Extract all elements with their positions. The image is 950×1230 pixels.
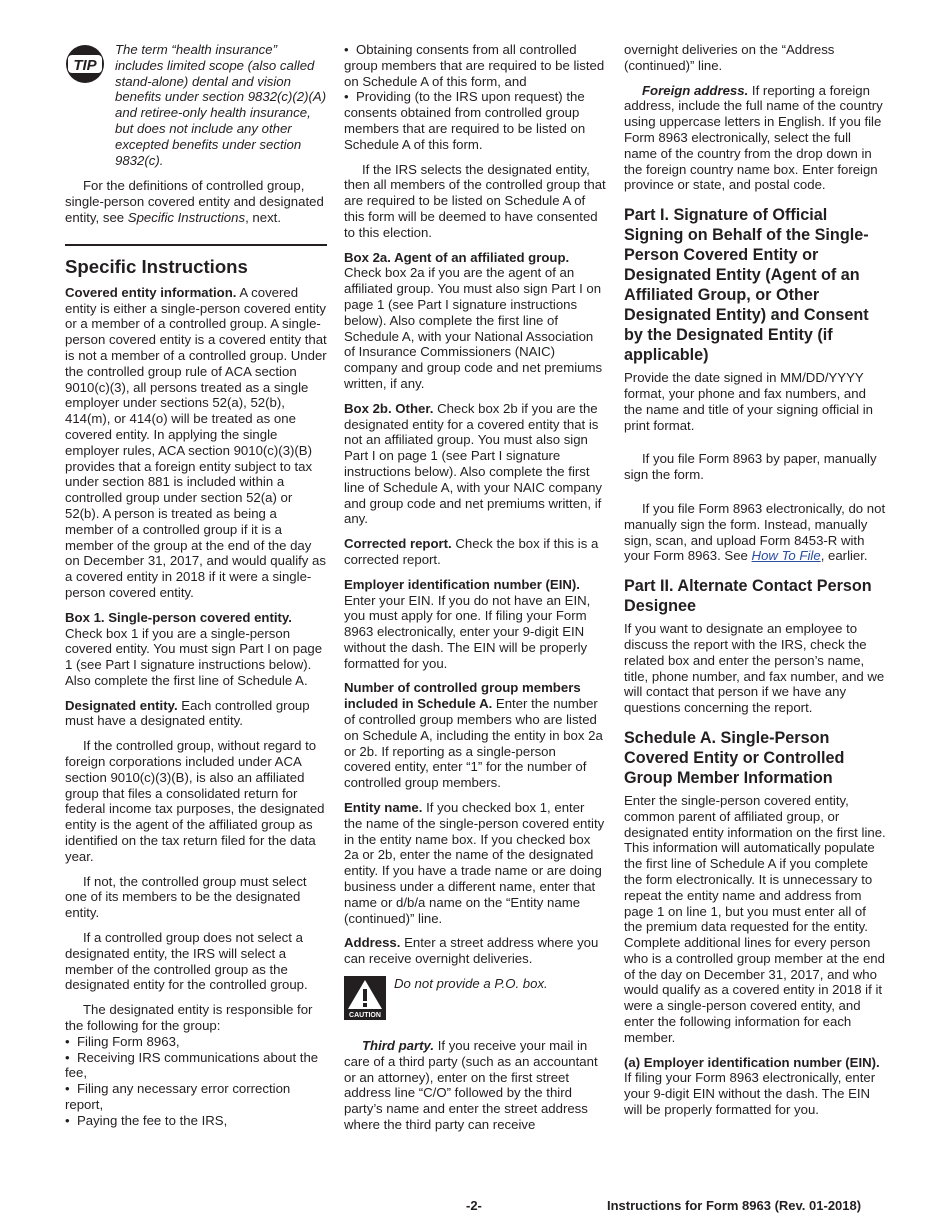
ein-paragraph: Employer identification number (EIN). Enter your EIN. If you do not have an EIN, you must apply for one. If filing your Form 8963 electronically, enter your 9-digit EIN without the dash. The EIN will be properly formatted for you.: [344, 576, 591, 671]
responsible-paragraph: The designated entity is responsible for the following for the group:: [65, 1002, 313, 1034]
column-3: [624, 42, 886, 1127]
if-does-not-paragraph: If a controlled group does not select a designated entity, the IRS will select a member of the controlled group as the designated entity for the controlled group.: [65, 930, 308, 993]
section-divider: [65, 244, 327, 246]
bullet-item: • Filing Form 8963,: [65, 1033, 180, 1049]
schedule-a-heading: Schedule A. Single-Person Covered Entity or Controlled Group Member Information: [624, 728, 845, 787]
specific-instructions-heading: Specific Instructions: [65, 255, 248, 277]
bullet-item: • Receiving IRS communications about the fee,: [65, 1049, 319, 1081]
third-party-paragraph: Third party. If you receive your mail in care of a third party (such as an accountant or an attorney), enter on the first street address line “C/O” followed by the third party’s name and enter the street address where the third party can receive: [344, 1038, 598, 1133]
if-controlled-paragraph: If the controlled group, without regard to foreign corporations included under ACA section 9010(c)(3)(B), is also an affiliated group that files a consolidated return for federal income tax purposes, the designated entity is the agent of the affiliated group as identified on the tax return filed for the data year.: [65, 738, 325, 864]
svg-text:CAUTION: CAUTION: [349, 1012, 381, 1020]
part1-heading: Part I. Signature of Official Signing on Behalf of the Single-Person Covered Entity or Designated Entity (Agent of an Affiliated Group, or Other Designated Entity) and Consent by the Designated Entity (if applicable): [624, 206, 869, 365]
bullet-item: • Obtaining consents from all controlled group members that are required to be listed on Schedule A of this form, and: [344, 42, 605, 89]
bullet-item: • Paying the fee to the IRS,: [65, 1112, 228, 1128]
address-paragraph: Address. Enter a street address where you can receive overnight deliveries.: [344, 935, 599, 967]
corrected-report-paragraph: Corrected report. Check the box if this is a corrected report.: [344, 536, 599, 567]
designated-entity-paragraph: Designated entity. Each controlled group must have a designated entity.: [65, 697, 310, 729]
box2a-paragraph: Box 2a. Agent of an affiliated group. Check box 2a if you are the agent of an affiliated group. You must also sign Part I on page 1 (see Part I signature instructions below). Also complete the first line of Schedule A, with your National Association of Insurance Commissioners (NAIC) company and group code and net premiums written, if any.: [344, 249, 603, 391]
definitions-paragraph: For the definitions of controlled group, single-person covered entity and designated entity, see Specific Instructions, next.: [65, 178, 324, 225]
tip-text: The term “health insurance” includes limited scope (also called stand-alone) dental and vision benefits under section 9832(c)(2)(A) and retiree-only health insurance, but does not include any other excepted benefits under section 9832(c).: [115, 42, 327, 168]
address-continued-paragraph: overnight deliveries on the “Address (continued)” line.: [624, 42, 835, 73]
if-irs-paragraph: If the IRS selects the designated entity, then all members of the controlled group that are required to be listed on Schedule A of this form will be deemed to have consented to this election.: [344, 161, 606, 240]
entity-name-paragraph: Entity name. If you checked box 1, enter the name of the single-person covered entity in the entity name box. If you checked box 2a or 2b, enter the name of the designated entity. If you have a trade name or are doing business under a different name, enter that name or d/b/a name on the “Entity name (continued)” line.: [344, 800, 605, 926]
paper-filing-paragraph: If you file Form 8963 by paper, manually sign the form.: [624, 451, 877, 483]
ein-a-paragraph: (a) Employer identification number (EIN). If filing your Form 8963 electronically, enter your 9-digit EIN without the dash. The EIN will be properly formatted for you.: [624, 1054, 880, 1118]
schedule-a-paragraph: Enter the single-person covered entity, common parent of affiliated group, or designated entity information on the first line. This information will automatically populate the first line of Schedule A if you complete the form electronically. It is unnecessary to repeat the entity name and address from page 1 on line 1, but you must enter all of the premium data requested for the entity. Complete additional lines for every person who is a controlled group member at the end of the day on December 31, 2017, and who would qualify as a covered entity in 2018 if it were a single-person covered entity, and enter the following information for each member.: [624, 792, 886, 1045]
covered-entity-paragraph: Covered entity information. A covered entity is either a single-person covered entity or a member of a controlled group. A single-person covered entity is a covered entity that is not a member of a controlled group. Under the controlled group rule of ACA section 9010(c)(3), all persons treated as a single employer under sections 52(a), 52(b), 414(m), or 414(o) will be treated as one covered entity. In applying the single employer rules, ACA section 9010(c)(3)(B) provides that a foreign entity subject to tax under section 881 is included within a controlled group under section 52(a) or 52(b). A person is treated as being a member of a controlled group if it is a member of the group at the end of the day on December 31, 2017, and would qualify as a covered entity in 2018 if it were a single-person covered entity.: [65, 284, 327, 600]
if-not-paragraph: If not, the controlled group must select one of its members to be the designated entity.: [65, 873, 307, 921]
how-to-file-link[interactable]: How To File: [751, 548, 821, 564]
bullet-item: • Filing any necessary error correction report,: [65, 1081, 291, 1113]
part2-heading: Part II. Alternate Contact Person Designee: [624, 577, 872, 616]
tip-note: [65, 42, 327, 168]
number-members-paragraph: Number of controlled group members included in Schedule A. Enter the number of controlled group members who are listed on Schedule A, including the entity in box 2a or 2b. If reporting as a single-person covered entity, enter “1” for the number of controlled group members.: [344, 680, 603, 791]
caution-note: [344, 976, 606, 1022]
form-info-footer: Instructions for Form 8963 (Rev. 01-2018): [607, 1198, 862, 1213]
foreign-address-paragraph: Foreign address. If reporting a foreign address, include the full name of the country using uppercase letters in English. If you file Form 8963 electronically, select the full name of the country from the drop down in the foreign country name box. Enter foreign province or state, and postal code.: [624, 82, 883, 193]
box1-paragraph: Box 1. Single-person covered entity. Check box 1 if you are a single-person covered entity. You must sign Part I on page 1 (see Part I signature instructions below). Also complete the first line of Schedule A.: [65, 609, 323, 688]
caution-icon: [344, 976, 386, 1020]
svg-text:TIP: TIP: [73, 57, 97, 74]
tip-icon: [65, 44, 105, 84]
part1-paragraph: Provide the date signed in MM/DD/YYYY format, your phone and fax numbers, and the name and title of your signing official in print format.: [624, 370, 874, 433]
electronic-filing-paragraph: If you file Form 8963 electronically, do not manually sign the form. Instead, manually sign, scan, and upload Form 8453-R with your Form 8963. See How To File, earlier.: [624, 500, 886, 564]
part2-paragraph: If you want to designate an employee to discuss the report with the IRS, check the related box and enter the person’s name, title, phone number, and fax number, and we will contact that person if we have any questions concerning the report.: [624, 621, 885, 716]
specific-instructions-ref: Specific Instructions: [127, 209, 246, 225]
box2b-paragraph: Box 2b. Other. Check box 2b if you are the designated entity for a covered entity that is not an affiliated group. You must also sign Part I on page 1 (see Part I signature instructions below). Also complete the first line of Schedule A, with your NAIC company and group code and net premiums written, if any.: [344, 400, 603, 527]
page-number: -2-: [466, 1198, 482, 1213]
column-2: [344, 42, 606, 1142]
caution-text: Do not provide a P.O. box.: [394, 976, 548, 992]
bullet-item: • Providing (to the IRS upon request) the consents obtained from controlled group members that are required to be listed on Schedule A of this form.: [344, 89, 586, 152]
column-1: [65, 42, 327, 1129]
